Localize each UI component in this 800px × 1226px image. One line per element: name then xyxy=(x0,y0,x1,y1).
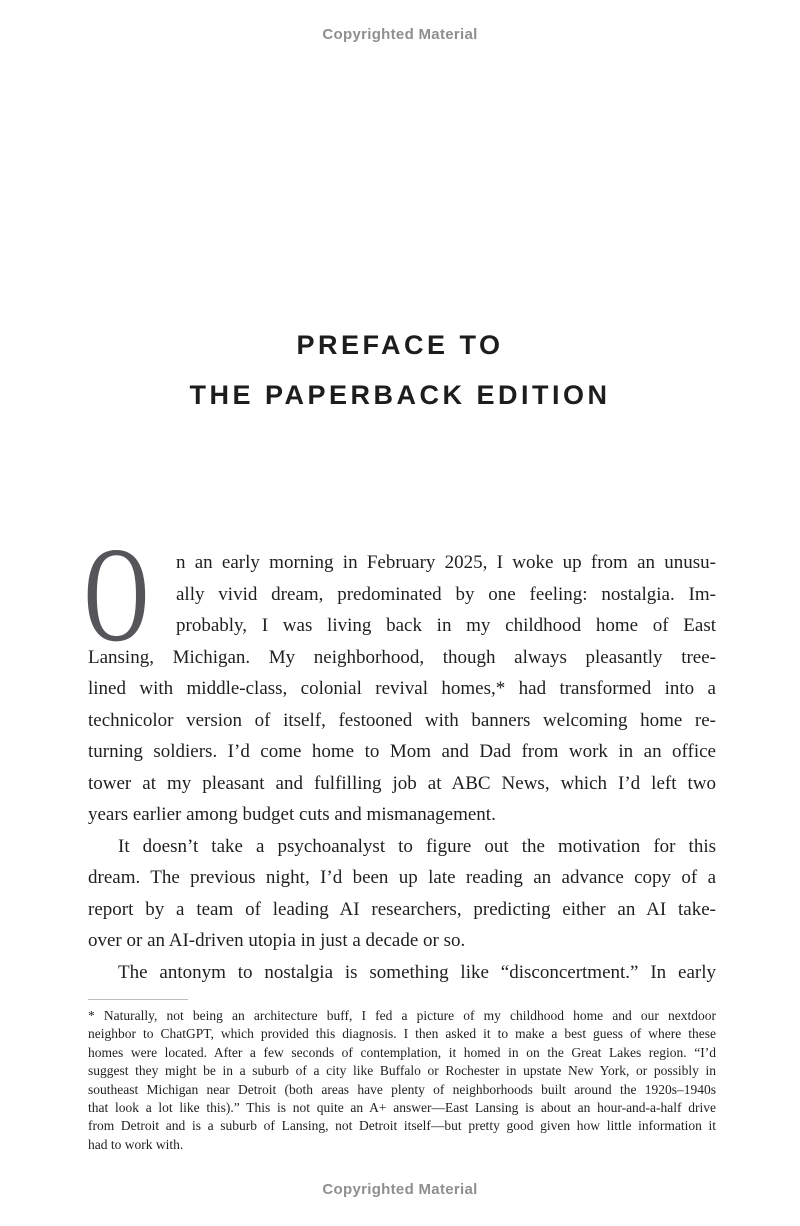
paragraph-1 xyxy=(84,520,716,831)
text-line: * Naturally, not being an architecture buff, I fed a picture of my childhood home and our nextdoor xyxy=(88,1008,716,1023)
text-line: ally vivid dream, predominated by one feeling: nostalgia. Im- xyxy=(176,583,716,605)
chapter-title-line-2: THE PAPERBACK EDITION xyxy=(189,380,611,410)
text-line: Lansing, Michigan. My neighborhood, though always pleasantly tree- xyxy=(88,646,716,668)
text-line: turning soldiers. I’d come home to Mom and Dad from work in an office xyxy=(88,741,716,762)
drop-cap-letter: O xyxy=(84,520,149,670)
text-line: report by a team of leading AI researchers, predicting either an AI take- xyxy=(88,898,716,920)
text-line: that look a lot like this).” This is not quite an A+ answer—East Lansing is about an hour-and-a-half drive xyxy=(88,1100,716,1116)
text-line: homes were located. After a few seconds of contemplation, it homed in on the Great Lakes region. “I’d xyxy=(88,1044,716,1060)
text-line: tower at my pleasant and fulfilling job at ABC News, which I’d left two xyxy=(88,772,716,794)
copyright-notice-top: Copyrighted Material xyxy=(322,26,478,43)
text-line: suggest they might be in a suburb of a city like Buffalo or Rochester in upstate New York, or possibly in xyxy=(88,1063,716,1079)
paragraph-3 xyxy=(88,957,716,989)
text-line: had to work with. xyxy=(88,1136,184,1152)
text-line: southeast Michigan near Detroit (both areas have plenty of neighborhoods built around the 1920s–1940s xyxy=(88,1081,716,1097)
text-line: probably, I was living back in my childhood home of East xyxy=(176,615,716,636)
text-line: from Detroit and is a suburb of Lansing, not Detroit itself—but pretty good given how little information it xyxy=(88,1118,716,1134)
text-line: years earlier among budget cuts and mismanagement. xyxy=(88,804,496,825)
text-line: neighbor to ChatGPT, which provided this diagnosis. I then asked it to make a best guess of where these xyxy=(88,1026,716,1042)
footnote-separator xyxy=(88,999,188,1000)
text-line: lined with middle-class, colonial revival homes,* had transformed into a xyxy=(88,678,716,699)
text-line: over or an AI-driven utopia in just a decade or so. xyxy=(88,930,466,951)
drop-cap xyxy=(84,520,164,670)
footnote xyxy=(88,1007,716,1154)
paragraph-2 xyxy=(88,831,716,957)
page-body xyxy=(84,520,716,1154)
text-line: n an early morning in February 2025, I woke up from an unusu- xyxy=(176,552,716,573)
chapter-title xyxy=(0,320,800,420)
text-line: It doesn’t take a psychoanalyst to figure out the motivation for this xyxy=(118,835,716,857)
chapter-title-line-1: PREFACE TO xyxy=(296,330,504,360)
text-line: dream. The previous night, I’d been up late reading an advance copy of a xyxy=(88,867,716,888)
text-line: technicolor version of itself, festooned with banners welcoming home re- xyxy=(88,709,716,731)
text-line: The antonym to nostalgia is something like “disconcertment.” In early xyxy=(118,961,716,983)
copyright-notice-bottom: Copyrighted Material xyxy=(322,1181,478,1198)
